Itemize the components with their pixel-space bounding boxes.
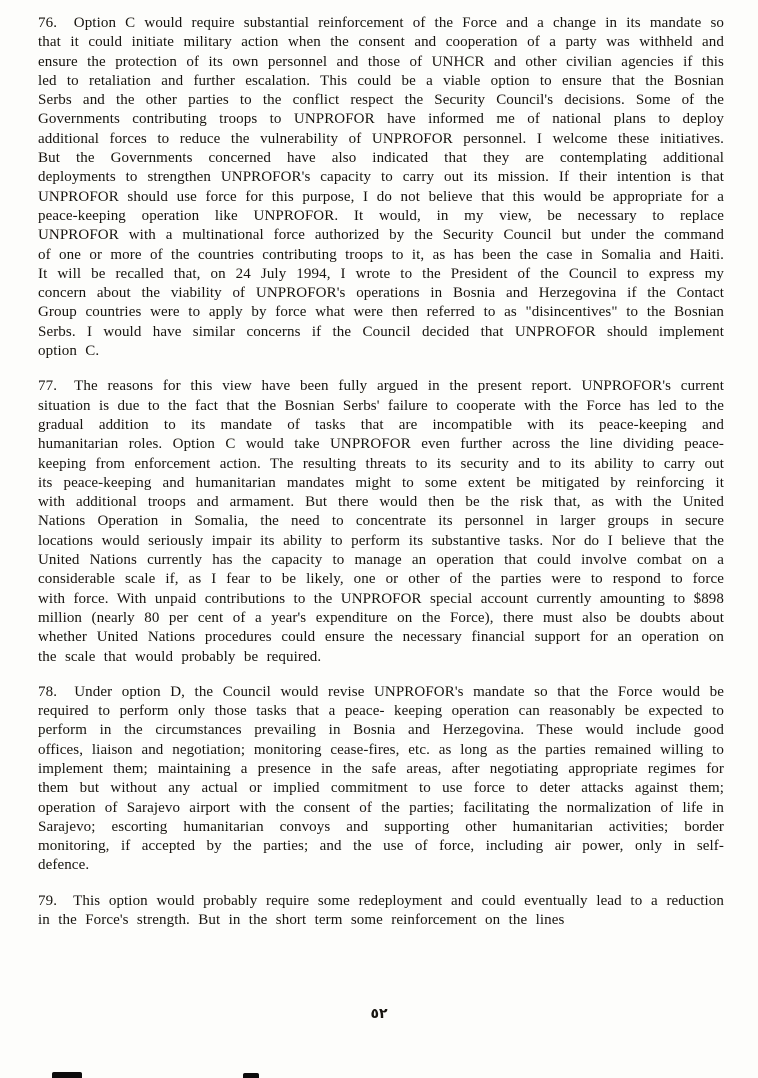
paragraph-77: 77. The reasons for this view have been fully argued in the present report. UNPROFOR's current situation is due to the fact that the Bosnian Serbs' failure to cooperate with the Force has led to the gradual addition to its mandate of tasks that are incompatible with its peace-keeping and humanitarian roles. Option C would take UNPROFOR even further across the line dividing peace-keeping from enforcement action. The resulting threats to its security and to its ability to carry out its peace-keeping and humanitarian mandates might to some extent be mitigated by reinforcing it with additional troops and armament. But there would then be the risk that, as with the United Nations Operation in Somalia, the need to concentrate its personnel in larger groups in secure locations would seriously impair its ability to perform its substantive tasks. Nor do I believe that the United Nations currently has the capacity to manage an operation that could involve combat on a considerable scale if, as I fear to be likely, one or other of the parties were to respond to force with force. With unpaid contributions to the UNPROFOR special account currently amounting to $898 million (nearly 80 per cent of a year's expenditure on the Force), there must also be doubts about whether United Nations procedures could ensure the necessary financial support for an operation on the scale that would probably be required. [38,378,724,665]
scan-artifact [243,1073,259,1078]
paragraph-79: 79. This option would probably require some redeployment and could eventually lead to a reduction in the Force's strength. But in the short term some reinforcement on the lines [38,892,724,929]
scan-artifact [52,1072,82,1078]
text-block [38,14,724,946]
page-number: ٥٢ [370,1006,388,1022]
paragraph-76: 76. Option C would require substantial reinforcement of the Force and a change in its mandate so that it could initiate military action when the consent and cooperation of a party was withheld and ensure the protection of its own personnel and those of UNHCR and other civilian agencies if this led to retaliation and further escalation. This could be a viable option to ensure that the Bosnian Serbs and the other parties to the conflict respect the Security Council's decisions. Some of the Governments contributing troops to UNPROFOR have informed me of national plans to deploy additional forces to reduce the vulnerability of UNPROFOR personnel. I welcome these initiatives. But the Governments concerned have also indicated that they are contemplating additional deployments to strengthen UNPROFOR's capacity to carry out its mission. If their intention is that UNPROFOR should use force for this purpose, I do not believe that this would be appropriate for a peace-keeping operation like UNPROFOR. It would, in my view, be necessary to replace UNPROFOR with a multinational force authorized by the Security Council but under the command of one or more of the countries contributing troops to it, as has been the case in Somalia and Haiti. It will be recalled that, on 24 July 1994, I wrote to the President of the Council to express my concern about the viability of UNPROFOR's operations in Bosnia and Herzegovina if the Contact Group countries were to apply by force what were then referred to as "disincentives" to the Bosnian Serbs. I would have similar concerns if the Council decided that UNPROFOR should implement option C. [38,15,724,360]
paragraph-78: 78. Under option D, the Council would revise UNPROFOR's mandate so that the Force would be required to perform only those tasks that a peace- keeping operation can reasonably be expected to perform in the circumstances prevailing in Bosnia and Herzegovina. These would include good offices, liaison and negotiation; monitoring cease-fires, etc. as long as the parties remained willing to implement them; maintaining a presence in the safe areas, after negotiating appropriate regimes for them but without any actual or implied commitment to use force to deter attacks against them; operation of Sarajevo airport with the consent of the parties; facilitating the normalization of life in Sarajevo; escorting humanitarian convoys and supporting other humanitarian activities; border monitoring, if accepted by the parties; and the use of force, including air power, only in self-defence. [38,683,724,874]
